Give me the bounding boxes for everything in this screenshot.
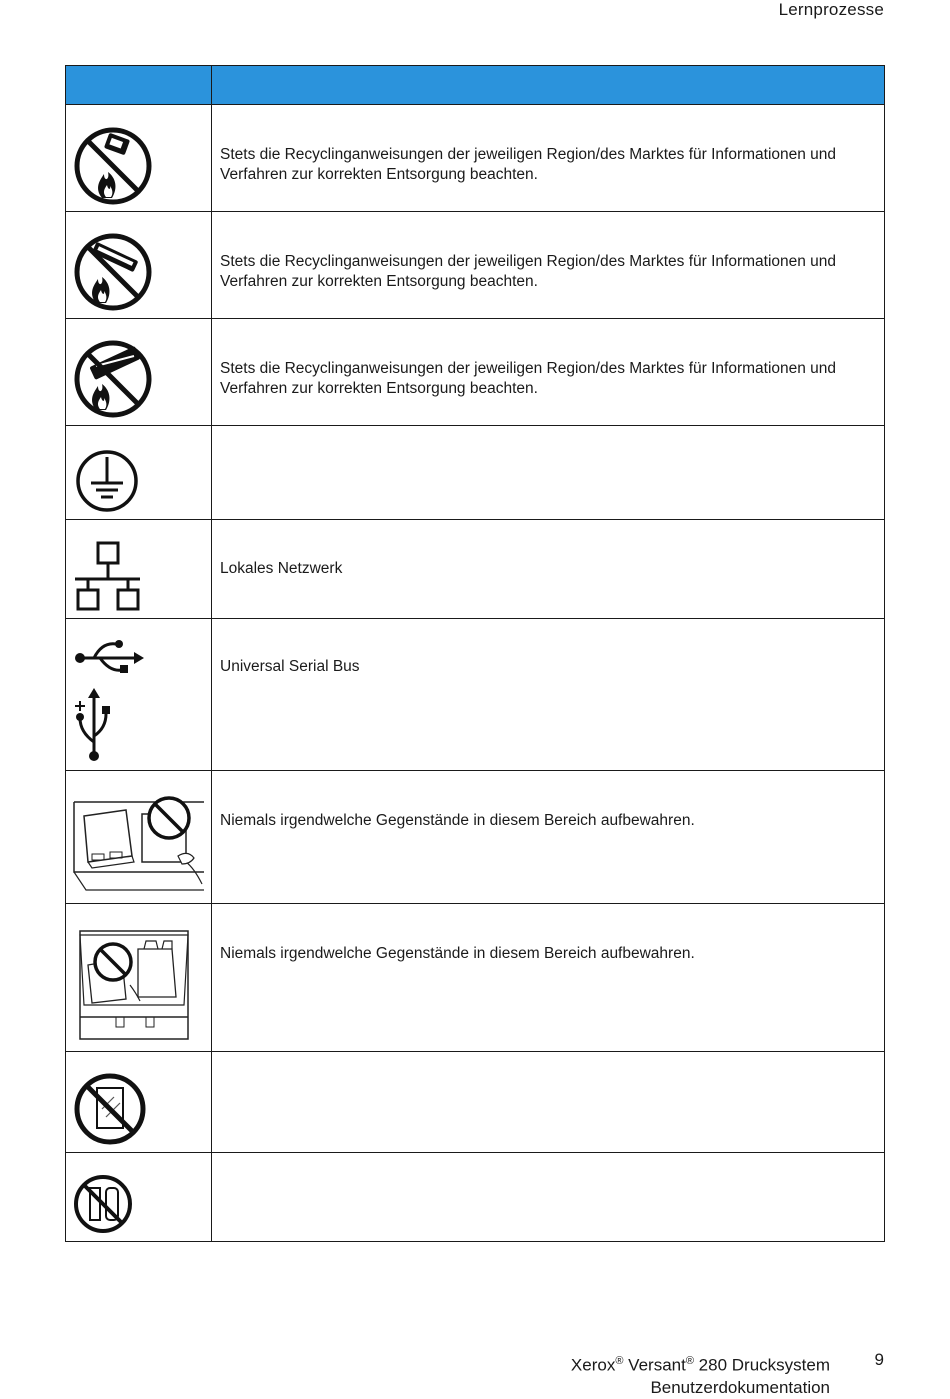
registered-mark: ® <box>615 1355 624 1367</box>
table-row <box>66 319 885 426</box>
no-burn-waste-toner-container-icon <box>66 213 212 318</box>
description-cell <box>212 319 885 426</box>
description-cell <box>212 520 885 619</box>
footer-product-suffix: 280 Drucksystem <box>698 1355 830 1375</box>
icon-cell <box>66 1153 212 1242</box>
icon-cell <box>66 319 212 426</box>
icon-cell <box>66 771 212 904</box>
footer-brand: Xerox <box>570 1355 616 1375</box>
row-description: Lokales Netzwerk <box>220 560 343 577</box>
table-row <box>66 771 885 904</box>
no-storage-area-drawer-icon <box>66 905 212 1051</box>
no-envelopes-icon <box>66 1154 212 1241</box>
icon-cell <box>66 904 212 1052</box>
footer-product-name <box>571 1350 830 1399</box>
table-row <box>66 212 885 319</box>
icon-cell <box>66 1052 212 1153</box>
icon-cell <box>66 619 212 771</box>
table-row <box>66 1052 885 1153</box>
table-row <box>66 1153 885 1242</box>
no-burn-toner-cartridge-icon <box>66 106 212 211</box>
description-cell <box>212 1153 885 1242</box>
description-cell <box>212 1052 885 1153</box>
row-description: Niemals irgendwelche Gegenstände in diesem Bereich aufbewahren. <box>220 945 695 962</box>
row-description: Stets die Recyclinganweisungen der jeweiligen Region/des Marktes für Informationen und Verfahren zur korrekten Entsorgung beachten. <box>220 146 837 183</box>
row-description: Stets die Recyclinganweisungen der jeweiligen Region/des Marktes für Informationen und Verfahren zur korrekten Entsorgung beachten. <box>220 360 837 397</box>
description-cell <box>212 619 885 771</box>
table-row <box>66 426 885 520</box>
table-row <box>66 904 885 1052</box>
no-storage-area-tray-icon <box>66 772 212 903</box>
protective-earth-ground-icon <box>66 427 212 519</box>
footer-line-2: Benutzerdokumentation <box>650 1377 830 1397</box>
local-area-network-icon <box>66 521 212 618</box>
no-burn-drum-cartridge-icon <box>66 320 212 425</box>
description-cell <box>212 105 885 212</box>
icon-cell <box>66 520 212 619</box>
icon-cell <box>66 426 212 520</box>
description-cell <box>212 212 885 319</box>
icon-cell <box>66 212 212 319</box>
table-header-row <box>66 66 885 105</box>
description-cell <box>212 904 885 1052</box>
footer-product: Versant <box>628 1355 686 1375</box>
description-cell <box>212 771 885 904</box>
table-row <box>66 105 885 212</box>
registered-mark: ® <box>685 1355 694 1367</box>
usb-icon <box>66 620 212 770</box>
description-cell <box>212 426 885 520</box>
table-row <box>66 619 885 771</box>
symbol-table <box>65 65 885 1242</box>
page-number: 9 <box>874 1350 884 1369</box>
row-description: Stets die Recyclinganweisungen der jeweiligen Region/des Marktes für Informationen und Verfahren zur korrekten Entsorgung beachten. <box>220 253 837 290</box>
no-transparencies-icon <box>66 1053 212 1152</box>
row-description: Universal Serial Bus <box>220 658 360 675</box>
running-header-title: Lernprozesse <box>778 0 884 19</box>
table-header-desc-col <box>212 66 885 105</box>
footer-line-1 <box>571 1350 830 1377</box>
row-description: Niemals irgendwelche Gegenstände in diesem Bereich aufbewahren. <box>220 812 695 829</box>
icon-cell <box>66 105 212 212</box>
table-row <box>66 520 885 619</box>
table-header-icon-col <box>66 66 212 105</box>
